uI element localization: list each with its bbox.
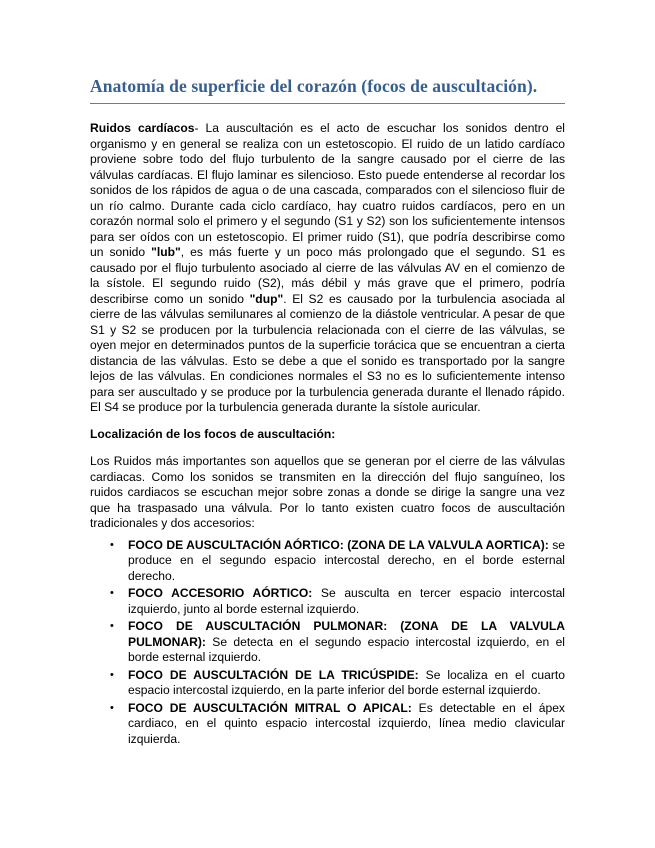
foco-text: Es detectable en el ápex cardiaco, en el quinto espacio intercostal izquierdo, línea medio clavicular izquierda. bbox=[128, 700, 565, 746]
bullet-icon: • bbox=[110, 620, 114, 632]
bullet-icon: • bbox=[110, 668, 114, 681]
list-item bbox=[90, 668, 565, 699]
ruidos-paragraph bbox=[90, 121, 565, 416]
list-item bbox=[90, 538, 565, 585]
foco-text: se produce en el segundo espacio intercostal derecho, en el borde esternal derecho. bbox=[128, 537, 566, 583]
bullet-icon: • bbox=[110, 538, 114, 551]
list-item bbox=[90, 619, 565, 666]
ruidos-term: Ruidos cardíacos bbox=[90, 121, 195, 135]
localizacion-heading: Localización de los focos de auscultación: bbox=[90, 426, 336, 441]
foco-label: FOCO DE AUSCULTACIÓN AÓRTICO: (ZONA DE LA VALVULA AORTICA): bbox=[128, 537, 549, 552]
foco-label: FOCO DE AUSCULTACIÓN PULMONAR: (ZONA DE LA VALVULA PULMONAR): bbox=[128, 619, 565, 649]
bullet-icon: • bbox=[110, 587, 114, 599]
lub-term: "lub" bbox=[151, 245, 181, 259]
list-item bbox=[90, 586, 565, 617]
foco-label: FOCO DE AUSCULTACIÓN DE LA TRICÚSPIDE: bbox=[128, 667, 419, 682]
dup-term: "dup" bbox=[249, 291, 284, 306]
bullet-icon: • bbox=[110, 701, 114, 714]
ruidos-text-3: . El S2 es causado por la turbulencia asociada al cierre de las válvulas semilunares al comienzo de la diástole ventricular. A pesar de que S1 y S2 se producen por la turbulencia relacionada con el cierre de las válvulas, se oyen mejor en determinados puntos de la superficie torácica que se encuentran a cierta distancia de las válvulas. Esto se debe a que el sonido es transportado por la sangre lejos de las válvulas. En condiciones normales el S3 no es lo suficientemente intenso para ser auscultado y se produce por la turbulencia generada durante el llenado rápido. El S4 se produce por la turbulencia generada durante la sístole auricular. bbox=[90, 291, 565, 414]
focos-list bbox=[90, 538, 565, 748]
localizacion-intro: Los Ruidos más importantes son aquellos que se generan por el cierre de las válvulas cardiacas. Como los sonidos se transmiten en la dirección del flujo sanguíneo, los ruidos cardiacos se escuchan mejor sobre zonas a donde se dirige la sangre una vez que ha traspasado una válvula. Por lo tanto existen cuatro focos de auscultación tradicionales y dos accesorios: bbox=[90, 454, 565, 530]
page-title: Anatomía de superficie del corazón (focos de auscultación). bbox=[90, 76, 565, 104]
ruidos-text-1: - La auscultación es el acto de escuchar los sonidos dentro el organismo y en general se realiza con un estetoscopio. El ruido de un latido cardíaco proviene sobre todo del flujo turbulento de la sangre causado por el cierre de las válvulas cardíacas. El flujo laminar es silencioso. Esto puede entenderse al recordar los sonidos de los rápidos de agua o de una cascada, comparados con el silencioso fluir de un río calmo. Durante cada ciclo cardíaco, hay cuatro ruidos cardíacos, pero en un corazón normal solo el primero y el segundo (S1 y S2) son los suficientemente intensos para ser oídos con un estetoscopio. El primer ruido (S1), que podría describirse como un sonido bbox=[90, 121, 565, 259]
foco-text: Se localiza en el cuarto espacio intercostal izquierdo, en la parte inferior del borde esternal izquierdo. bbox=[128, 667, 565, 697]
ruidos-text-2: , es más fuerte y un poco más prolongado que el segundo. S1 es causado por el flujo turbulento asociado al cierre de las válvulas AV en el comienzo de la sístole. El segundo ruido (S2), más débil y más grave que el primero, podría describirse como un sonido bbox=[90, 245, 565, 306]
list-item bbox=[90, 701, 565, 748]
foco-label: FOCO DE AUSCULTACIÓN MITRAL O APICAL: bbox=[128, 700, 412, 715]
foco-text: Se detecta en el segundo espacio intercostal izquierdo, en el borde esternal izquierdo. bbox=[128, 634, 565, 664]
foco-text: Se ausculta en tercer espacio intercostal izquierdo, junto al borde esternal izquierdo. bbox=[128, 586, 565, 616]
foco-label: FOCO ACCESORIO AÓRTICO: bbox=[128, 586, 313, 600]
